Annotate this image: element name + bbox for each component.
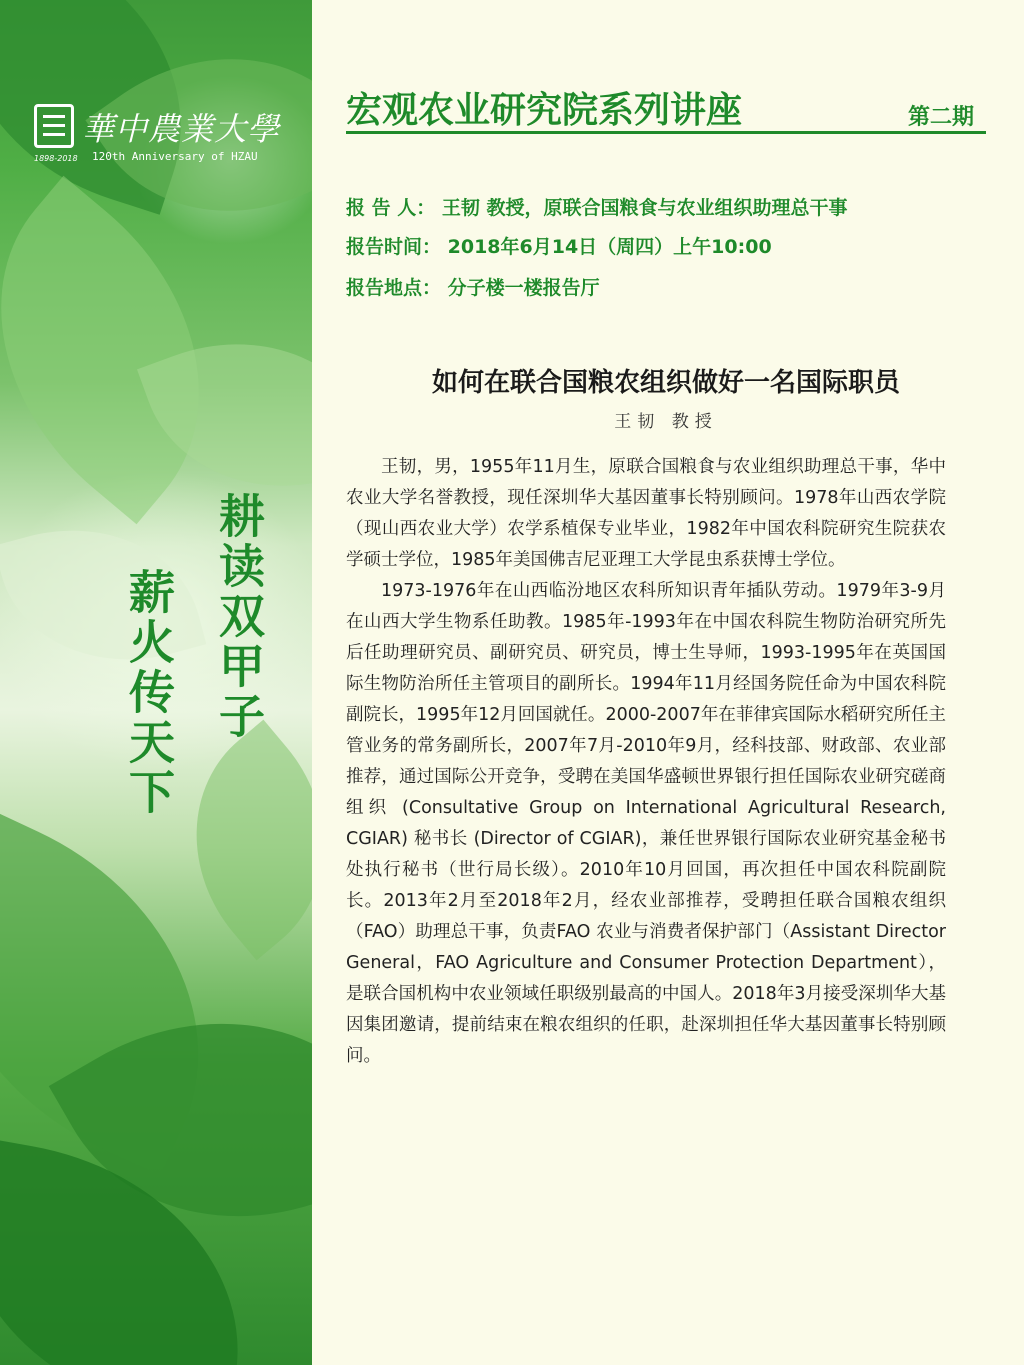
slogan-line-1: 耕读双甲子 xyxy=(212,492,266,742)
place-value: 分子楼一楼报告厅 xyxy=(447,277,600,299)
logo-years: 1898-2018 xyxy=(34,154,78,163)
place-label: 报告地点： xyxy=(346,277,442,299)
header-divider xyxy=(346,131,986,134)
bio-paragraph-1: 王韧，男，1955年11月生，原联合国粮食与农业组织助理总干事，华中农业大学名誉教授，现任深圳华大基因董事长特别顾问。1978年山西农学院（现山西农业大学）农学系植保专业毕业，1982年中国农科院研究生院获农学硕士学位，1985年美国佛吉尼亚理工大学昆虫系获博士学位。 xyxy=(346,457,946,570)
university-name: 華中農業大學 xyxy=(82,110,281,148)
slogan-line-2: 薪火传天下 xyxy=(122,568,176,818)
speaker-info xyxy=(346,193,847,220)
university-emblem-icon xyxy=(34,104,74,148)
speaker-biography xyxy=(346,452,946,1072)
series-title: 宏观农业研究院系列讲座 xyxy=(346,90,743,131)
speaker-value: 王韧 教授，原联合国粮食与农业组织助理总干事 xyxy=(441,197,848,219)
lecture-title: 如何在联合国粮农组织做好一名国际职员 xyxy=(431,368,900,398)
speaker-label: 报 告 人： xyxy=(346,197,436,219)
leaf-background-panel xyxy=(0,0,312,1365)
place-info xyxy=(346,273,600,300)
lecture-speaker: 王韧 教授 xyxy=(614,412,718,432)
issue-number: 第二期 xyxy=(908,105,975,130)
bio-paragraph-2: 1973-1976年在山西临汾地区农科所知识青年插队劳动。1979年3-9月在山西大学生物系任助教。1985年-1993年在中国农科院生物防治研究所先后任助理研究员、副研究员、研究员，博士生导师，1993-1995年在英国国际生物防治所任主管项目的副所长。1994年11月经国务院任命为中国农科院副院长，1995年12月回国就任。2000-2007年在菲律宾国际水稻研究所任主管业务的常务副所长，2007年7月-2010年9月，经科技部、财政部、农业部推荐，通过国际公开竞争，受聘在美国华盛顿世界银行担任国际农业研究磋商组织 (Consultative Group on International Agricultural Research, CGIAR) 秘书长 (Director of CGIAR)，兼任世界银行国际农业研究基金秘书处执行秘书（世行局长级）。2010年10月回国，再次担任中国农科院副院长。2013年2月至2018年2月，经农业部推荐，受聘担任联合国粮农组织（FAO）助理总干事，负责FAO 农业与消费者保护部门（Assistant Director General，FAO Agriculture and Consumer Protection Department），是联合国机构中农业领域任职级别最高的中国人。2018年3月接受深圳华大基因集团邀请，提前结束在粮农组织的任职，赴深圳担任华大基因董事长特别顾问。 xyxy=(346,581,946,1066)
logo-anniversary: 120th Anniversary of HZAU xyxy=(92,150,258,163)
time-label: 报告时间： xyxy=(346,236,442,258)
time-value: 2018年6月14日（周四）上午10:00 xyxy=(447,236,772,258)
time-info xyxy=(346,232,772,259)
